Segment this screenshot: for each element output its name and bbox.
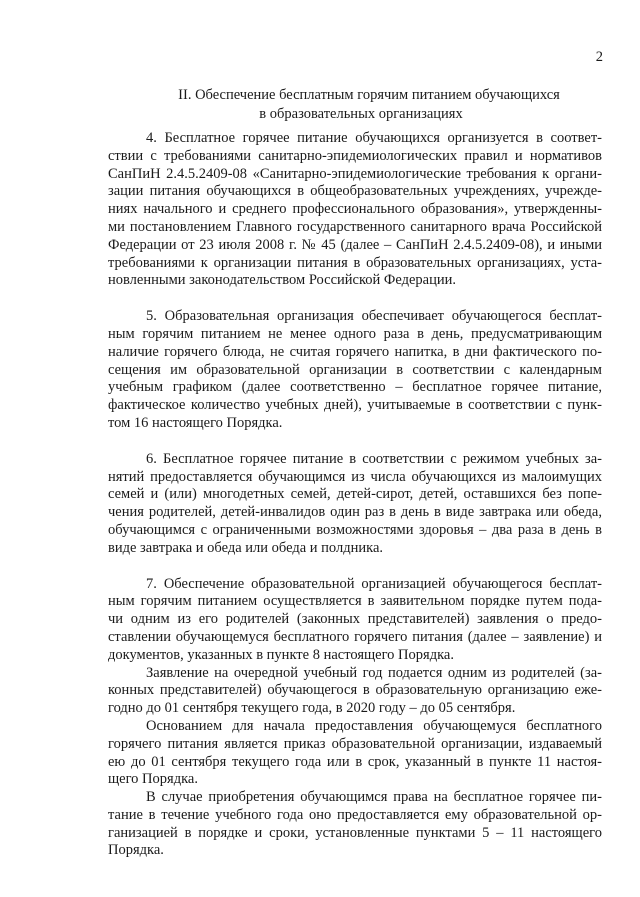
paragraph-line: годно до 01 сентября текущего года, в 2020 году – до 05 сентября. [108,700,516,717]
paragraph-line: ным горячим питанием осуществляется в заявительном порядке путем пода- [108,593,602,610]
section-heading-line-1: II. Обеспечение бесплатным горячим питанием обучающихся [178,87,560,103]
paragraph-line: 5. Образовательная организация обеспечивает обучающегося бесплат- [146,308,602,325]
paragraph-line: горячего питания является приказ образовательной организации, издаваемый [108,735,602,752]
paragraph-line: ным горячим питанием не менее одного раза в день, предусматривающим [108,325,602,342]
paragraph-line: чи одним из его родителей (законных представителей) заявления о предо- [108,611,602,628]
paragraph-spacer [108,433,602,451]
section-heading-line-2: в образовательных организациях [259,105,463,122]
document-body [108,130,602,860]
paragraph-5 [108,665,602,718]
paragraph-line: новленными законодательством Российской Федерации. [108,272,457,289]
paragraph-1 [108,130,602,290]
paragraph-line: ниях начального и среднего профессионального образования», утвержденны- [108,201,602,218]
paragraph-line: конных представителей) обучающегося в образовательную организацию еже- [108,682,602,699]
paragraph-3 [108,451,602,558]
paragraph-line: ганизацией в порядке и сроки, установленные пунктами 5 – 11 настоящего [108,824,602,841]
paragraph-line: щего Порядка. [108,771,198,788]
paragraph-line: чения родителей, детей-инвалидов один раз в день в виде завтрака или обеда, [108,504,602,521]
paragraph-line: Основанием для начала предоставления обучающемуся бесплатного [146,717,602,734]
paragraph-line: фактическое количество учебных дней), учитываемые в соответствии с пунк- [108,397,602,414]
section-heading [0,86,640,123]
paragraph-line: Федерации от 23 июля 2008 г. № 45 (далее – СанПиН 2.4.5.2409-08), и иными [108,236,602,253]
paragraph-line: документов, указанных в пункте 8 настоящего Порядка. [108,646,454,663]
paragraph-line: учебным графиком (далее соответственно – бесплатное горячее питание, [108,379,602,396]
paragraph-line: виде завтрака и обеда или обеда и полдника. [108,539,384,556]
paragraph-line: 7. Обеспечение образовательной организацией обучающегося бесплат- [146,575,602,592]
paragraph-line: ставлении обучающемуся бесплатного горячего питания (далее – заявление) и [108,628,602,645]
paragraph-7 [108,789,602,860]
paragraph-line: тание в течение учебного года оно предоставляется ему образовательной ор- [108,806,602,823]
paragraph-4 [108,576,602,665]
paragraph-spacer [108,290,602,308]
paragraph-line: В случае приобретения обучающимся права на бесплатное горячее пи- [146,789,602,806]
paragraph-line: Порядка. [108,842,164,859]
paragraph-line: требованиями к организации питания в образовательных организациях, уста- [108,254,602,271]
paragraph-6 [108,718,602,789]
paragraph-line: 6. Бесплатное горячее питание в соответствии с режимом учебных за- [146,450,602,467]
paragraph-2 [108,308,602,433]
paragraph-line: ею до 01 сентября текущего года или в срок, указанный в пункте 11 настоя- [108,753,602,770]
paragraph-line: наличие горячего блюда, не считая горячего напитка, в дни фактического по- [108,343,602,360]
paragraph-line: зации питания обучающихся в общеобразовательных учреждениях, учрежде- [108,183,602,200]
paragraph-line: семей и (или) многодетных семей, детей-сирот, детей, оставшихся без попе- [108,486,602,503]
paragraph-line: 4. Бесплатное горячее питание обучающихся организуется в соответ- [146,130,602,146]
paragraph-line: Заявление на очередной учебный год подается одним из родителей (за- [146,664,602,681]
paragraph-line: СанПиН 2.4.5.2409-08 «Санитарно-эпидемиологические требования к органи- [108,165,602,182]
paragraph-line: сещения им образовательной организации в соответствии с календарным [108,361,602,378]
paragraph-line: нятий предоставляется обучающимся из числа обучающихся из малоимущих [108,468,602,485]
paragraph-spacer [108,558,602,576]
paragraph-line: ми постановлением Главного государственного санитарного врача Российской [108,218,602,235]
paragraph-line: том 16 настоящего Порядка. [108,414,283,431]
page-number: 2 [595,49,603,65]
paragraph-line: ствии с требованиями санитарно-эпидемиологических правил и нормативов [108,147,602,164]
paragraph-line: обучающимся с ограниченными возможностями здоровья – два раза в день в [108,521,602,538]
